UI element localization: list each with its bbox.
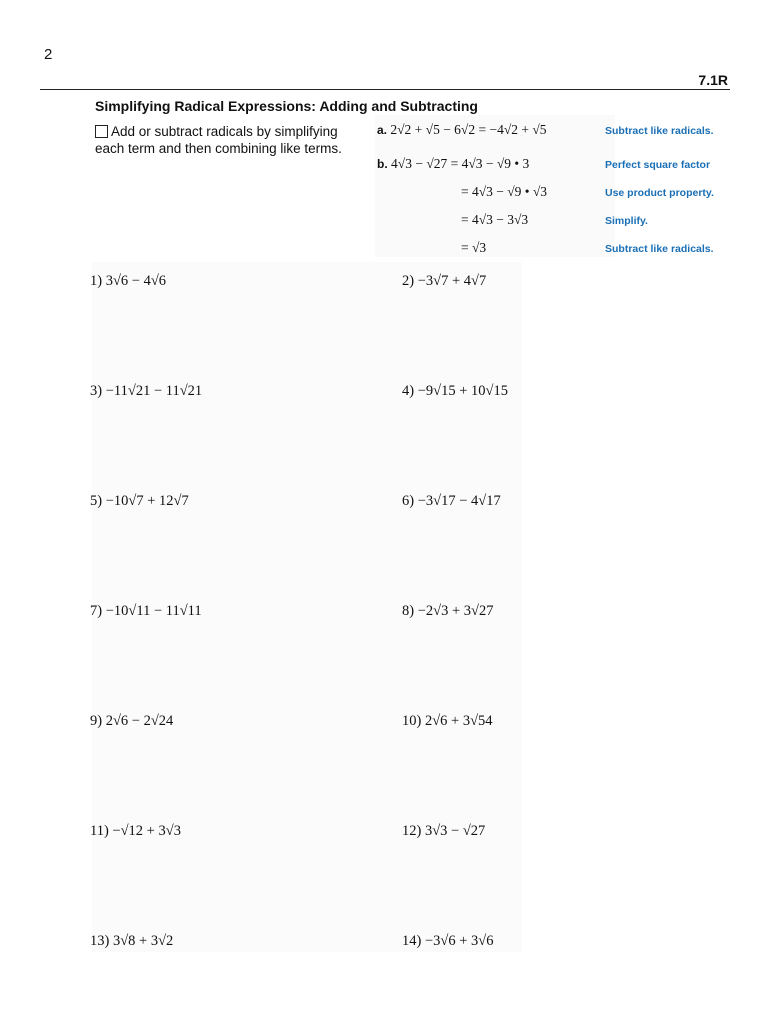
- example-note: Subtract like radicals.: [605, 243, 714, 255]
- problem-expression: 3√3 − √27: [424, 823, 486, 839]
- problem: [402, 273, 486, 290]
- problem-expression: 2√6 + 3√54: [424, 713, 493, 729]
- problem-expression: −√12 + 3√3: [112, 823, 181, 839]
- problem: [90, 713, 173, 730]
- problem-number: 2): [402, 273, 415, 289]
- header-rule: [40, 89, 730, 90]
- example-note: Simplify.: [605, 215, 648, 227]
- problem-number: 11): [90, 823, 109, 839]
- example-expression: 4√3 − √27 = 4√3 − √9 • 3: [391, 156, 530, 171]
- problem-number: 13): [90, 933, 110, 949]
- problem-expression: −2√3 + 3√27: [417, 603, 494, 619]
- section-code: 7.1R: [698, 72, 728, 88]
- problem: [90, 383, 202, 400]
- problem: [90, 933, 173, 950]
- checkbox[interactable]: [95, 125, 108, 138]
- problem: [402, 933, 494, 950]
- problem: [402, 383, 508, 400]
- problem: [90, 493, 189, 510]
- example-label: b.: [377, 157, 388, 171]
- problem-expression: 3√6 − 4√6: [105, 273, 167, 289]
- example-step: = 4√3 − 3√3: [461, 212, 529, 227]
- problem-number: 8): [402, 603, 415, 619]
- problem-expression: −10√7 + 12√7: [105, 493, 189, 509]
- problem-number: 12): [402, 823, 422, 839]
- problem: [90, 273, 166, 290]
- problem-expression: −9√15 + 10√15: [417, 383, 508, 399]
- problem-expression: −11√21 − 11√21: [105, 383, 203, 399]
- example-step: = 4√3 − √9 • √3: [461, 184, 548, 199]
- problem-number: 7): [90, 603, 103, 619]
- example-expression: 2√2 + √5 − 6√2 = −4√2 + √5: [390, 122, 547, 137]
- problem: [90, 603, 202, 620]
- problem-expression: 2√6 − 2√24: [105, 713, 174, 729]
- problem-number: 9): [90, 713, 103, 729]
- problem: [90, 823, 181, 840]
- problem-expression: −3√6 + 3√6: [424, 933, 494, 949]
- example-note: Use product property.: [605, 187, 714, 199]
- example-note: Perfect square factor: [605, 159, 711, 171]
- instruction-text: Add or subtract radicals by simplifying each term and then combining like terms.: [95, 124, 342, 156]
- example-step: = √3: [461, 240, 487, 255]
- instruction: [95, 123, 345, 157]
- worksheet-title: Simplifying Radical Expressions: Adding and Subtracting: [95, 98, 478, 114]
- example-a: [377, 122, 547, 138]
- problem-number: 6): [402, 493, 415, 509]
- problem: [402, 493, 501, 510]
- problem-expression: −10√11 − 11√11: [105, 603, 202, 619]
- problem-expression: −3√7 + 4√7: [417, 273, 487, 289]
- problem-expression: −3√17 − 4√17: [417, 493, 501, 509]
- problem-number: 4): [402, 383, 415, 399]
- problem-number: 14): [402, 933, 422, 949]
- example-label: a.: [377, 123, 388, 137]
- problem-expression: 3√8 + 3√2: [112, 933, 174, 949]
- page-number: 2: [44, 46, 53, 63]
- problem: [402, 603, 494, 620]
- example-note: Subtract like radicals.: [605, 125, 714, 137]
- problem-number: 5): [90, 493, 103, 509]
- problem-number: 3): [90, 383, 103, 399]
- problem-number: 1): [90, 273, 103, 289]
- problem-number: 10): [402, 713, 422, 729]
- example-b: [377, 156, 529, 172]
- problem: [402, 823, 485, 840]
- problem: [402, 713, 493, 730]
